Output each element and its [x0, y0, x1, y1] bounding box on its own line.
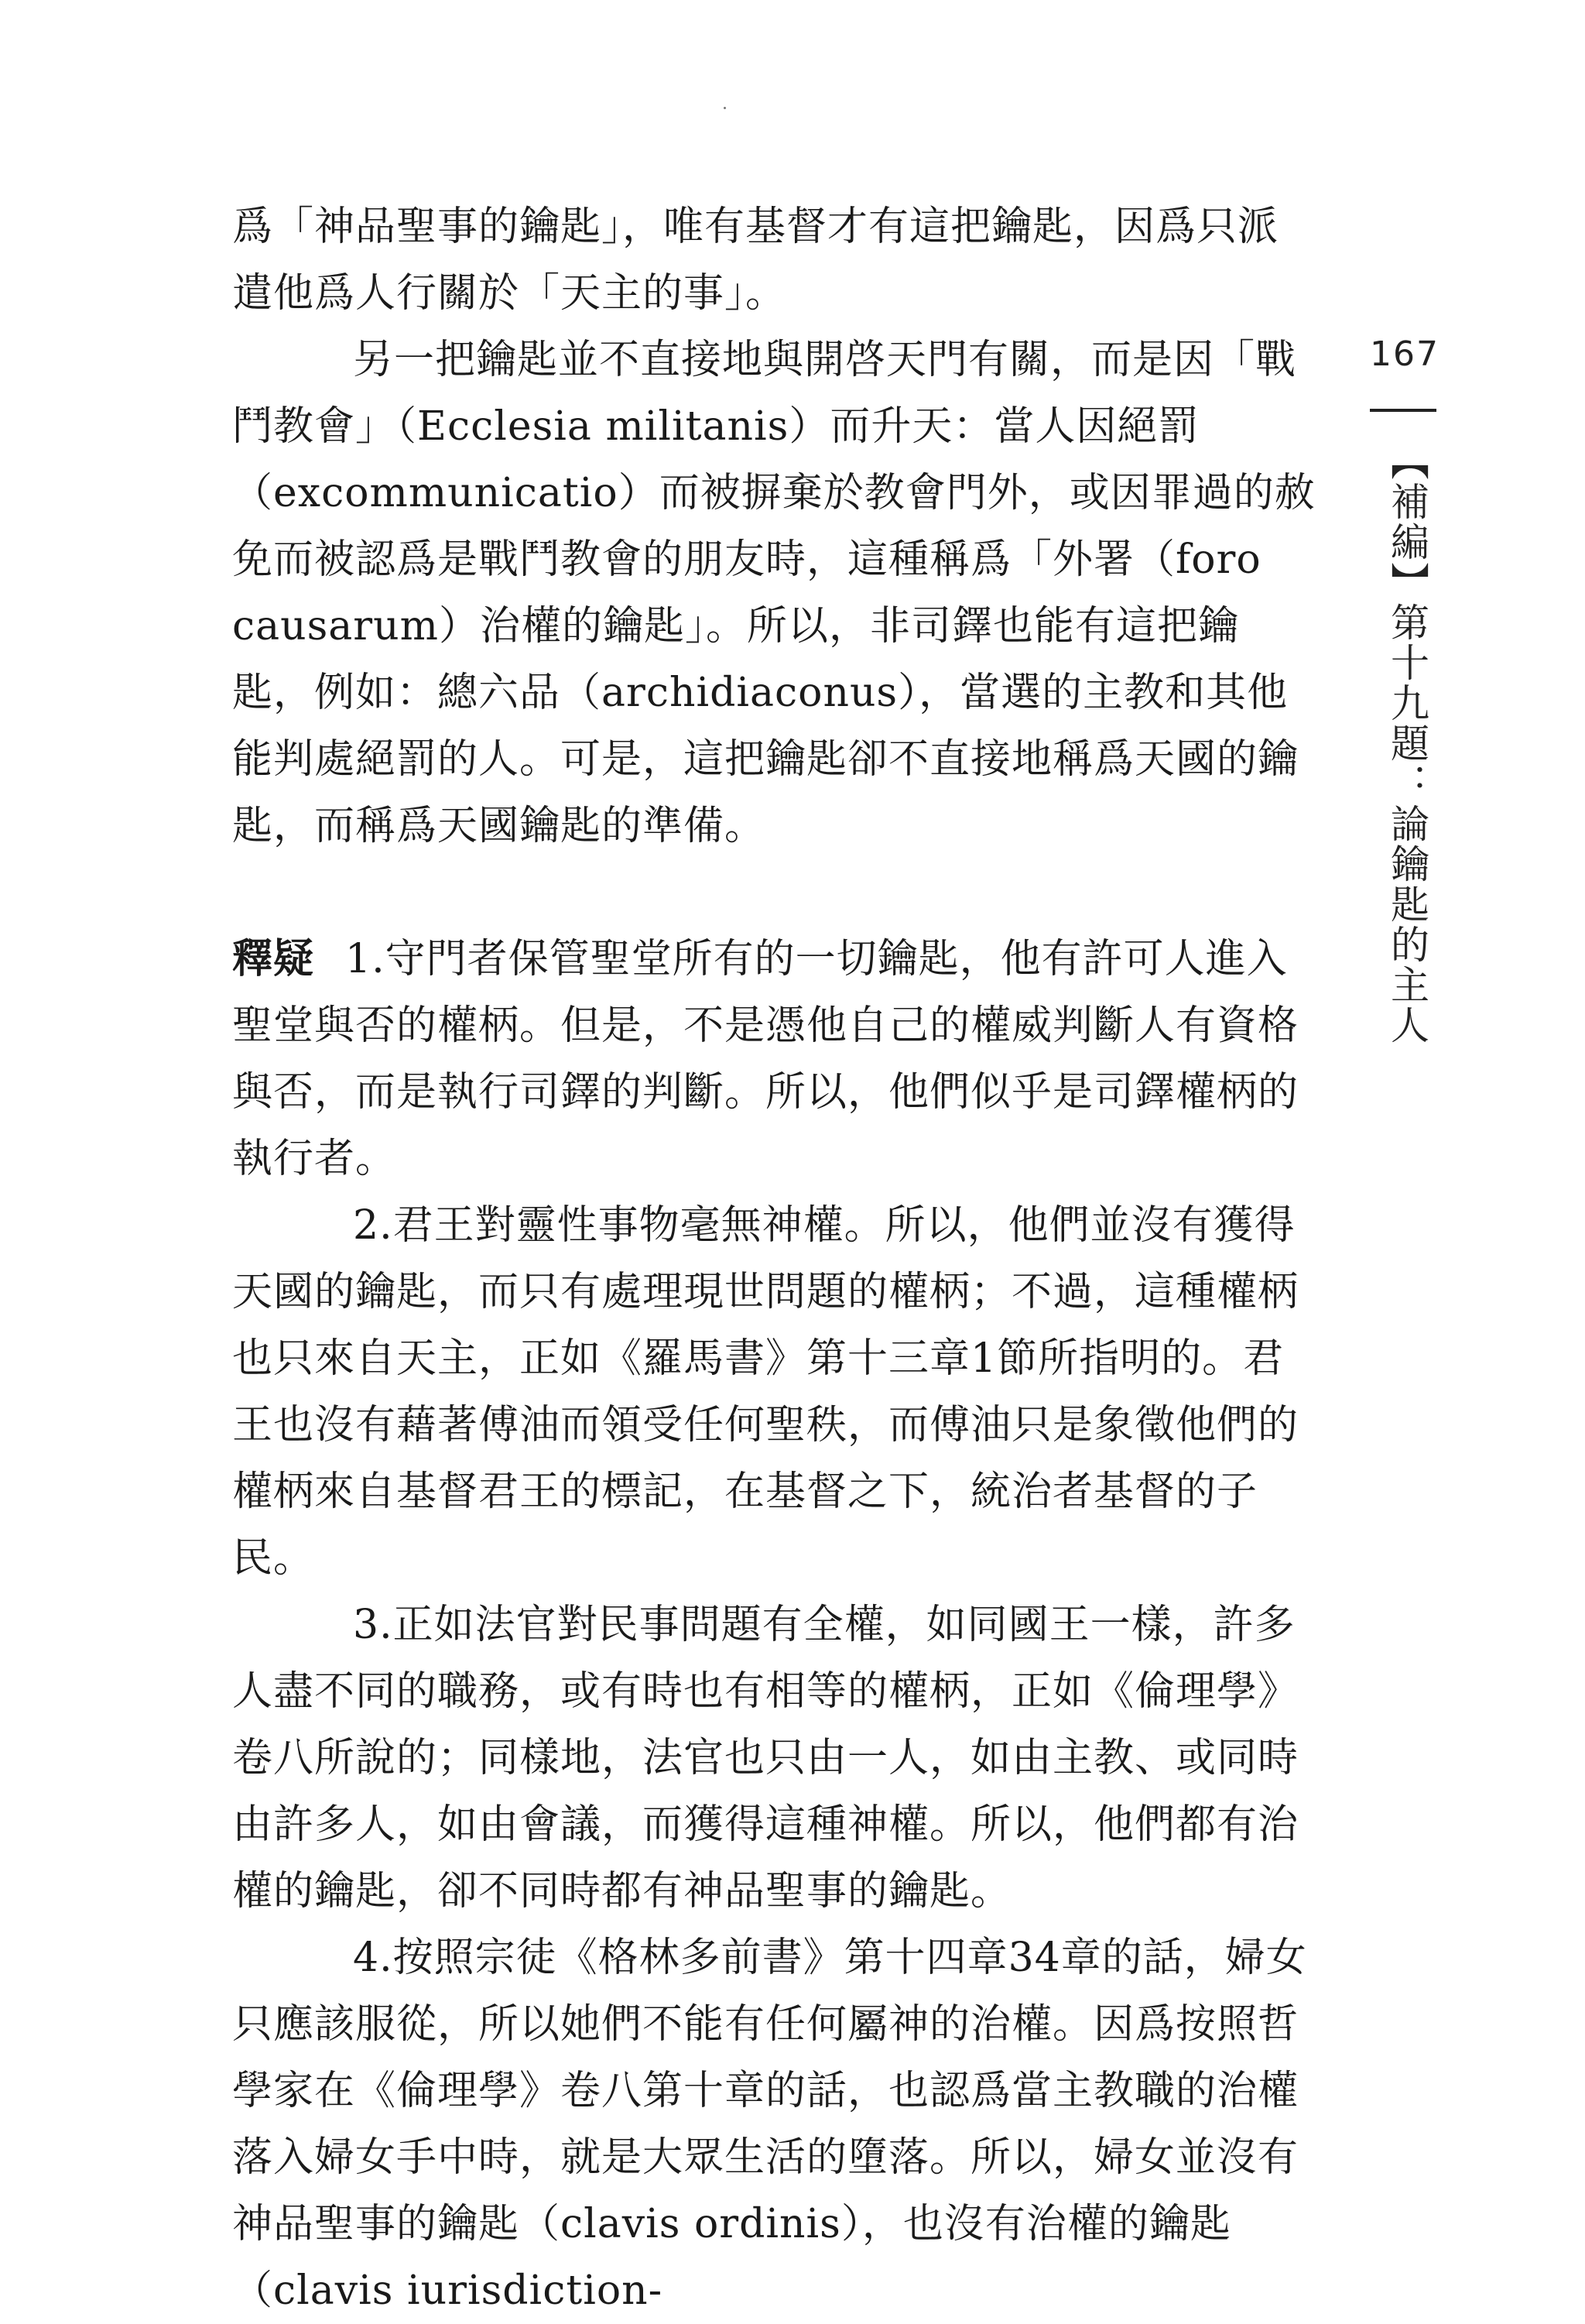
- body-text: [232, 194, 1316, 2324]
- paragraph-second-key: 另一把鑰匙並不直接地與開啓天門有關，而是因「戰鬥教會」（Ecclesia militanis）而升天：當人因絕罰（excommunicatio）而被摒棄於教會門外，或因罪過的赦免而被認爲是戰鬥教會的朋友時，這種稱爲「外署（foro causarum）治權的鑰匙」。所以，非司鐸也能有這把鑰匙，例如：總六品（archidiaconus），當選的主教和其他能判處絕罰的人。可是，這把鑰匙卻不直接地稱爲天國的鑰匙，而稱爲天國鑰匙的準備。: [232, 337, 1316, 849]
- reply-2: 2.君王對靈性事物毫無神權。所以，他們並沒有獲得天國的鑰匙，而只有處理現世問題的權柄；不過，這種權柄也只來自天主，正如《羅馬書》第十三章1節所指明的。君王也沒有藉著傅油而領受任何聖秩，而傅油只是象徵他們的權柄來自基督君王的標記，在基督之下，統治者基督的子民。: [232, 1202, 1299, 1582]
- running-head: 【補編】第十九題：論鑰匙的主人: [1385, 441, 1429, 1045]
- margin-rule: [1370, 409, 1436, 412]
- reply-1: [232, 926, 1316, 1192]
- reply-4: 4.按照宗徒《格林多前書》第十四章34章的話，婦女只應該服從，所以她們不能有任何屬神的治權。因爲按照哲學家在《倫理學》卷八第十章的話，也認爲當主教職的治權落入婦女手中時，就是大眾生活的墮落。所以，婦女並沒有神品聖事的鑰匙（clavis ordinis），也沒有治權的鑰匙（clavis iurisdiction-: [232, 1935, 1307, 2314]
- reply-label: 釋疑: [232, 935, 315, 982]
- paragraph-continuation: 爲「神品聖事的鑰匙」，唯有基督才有這把鑰匙，因爲只派遣他爲人行關於「天主的事」。: [232, 204, 1279, 317]
- reply-1-text: 1.守門者保管聖堂所有的一切鑰匙，他有許可人進入聖堂與否的權柄。但是，不是憑他自己的權威判斷人有資格與否，而是執行司鐸的判斷。所以，他們似乎是司鐸權柄的執行者。: [232, 936, 1299, 1182]
- page-number: 167: [1370, 334, 1440, 374]
- section-gap: [232, 859, 1316, 926]
- reply-3: 3.正如法官對民事問題有全權，如同國王一樣，許多人盡不同的職務，或有時也有相等的權柄，正如《倫理學》卷八所說的；同樣地，法官也只由一人，如由主教、或同時由許多人，如由會議，而獲得這種神權。所以，他們都有治權的鑰匙，卻不同時都有神品聖事的鑰匙。: [232, 1602, 1299, 1914]
- scan-speck: [724, 107, 726, 109]
